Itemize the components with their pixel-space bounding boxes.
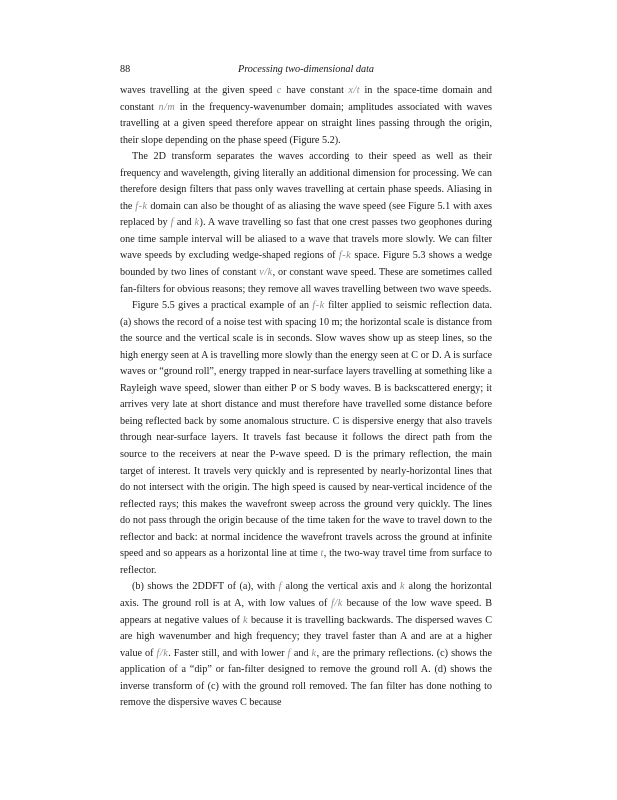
math-symbol: k	[311, 647, 317, 659]
text-run: ). A wave travelling so fast that one crest passes two geophones during one time sample interval will be aliased to a wave that travels more slowly. We can filter wave speeds by excluding wedge-shaped regions of	[120, 217, 493, 262]
math-symbol: f-k	[135, 200, 148, 212]
math-symbol: f	[170, 217, 174, 229]
text-run: domain can also be thought of as aliasing the wave speed (see Figure 5.1 with axes replaced by	[120, 200, 493, 229]
text-run: The 2D transform separates the waves according to their speed as well as their frequency and wavelength, giving literally an additional dimension for processing. We can therefore design filters that pass only waves travelling at certain phase speeds. Aliasing in the	[120, 151, 492, 212]
text-run: filter applied to seismic reflection data. (a) shows the record of a noise test with spacing 10 m; the horizontal scale is distance from the source and the vertical scale is in seconds. Slow waves show up as steep lines, so the high energy seen at A is travelling more slowly than the energy seen at C or D. A is surface waves or “ground roll”, energy trapped in near-surface layers travelling at something like a Rayleigh wave speed, slower than either P or S body waves. B is backscattered energy; it arrives very late at short distance and must therefore have travelled some distance before being reflected back by some anomalous structure. C is dispersive energy that also travels through near-surface layers. It travels fast because it follows the direct path from the source to the receivers at near the P-wave speed. D is the primary reflection, the main target of interest. It travels very quickly and is represented by nearly-horizontal lines that do not intersect with the origin. The high speed is caused by near-vertical incidence of the reflected rays; this makes the wavefront sweep across the ground very quickly. The lines do not pass through the origin because of the time taken for the wave to travel down to the reflector and back: at normal incidence the wavefront travels across the ground at infinite speed and so appears as a horizontal line at time	[120, 300, 492, 560]
text-run: (b) shows the 2DDFT of (a), with	[132, 581, 279, 593]
text-run: because it is travelling backwards. The dispersed waves C are high wavenumber and high frequency; they travel faster than A and are at a higher value of	[120, 614, 492, 659]
text-run: , the two-way travel time from surface to reflector.	[120, 548, 492, 576]
text-run: along the vertical axis and	[281, 581, 400, 593]
paragraph	[120, 298, 492, 579]
math-symbol: k	[194, 217, 200, 229]
text-run: . Faster still, and with lower	[168, 647, 288, 659]
math-symbol: f-k	[312, 300, 325, 312]
page-number: 88	[120, 64, 131, 75]
text-run: along the horizontal axis. The ground roll is at A, with low values of	[120, 581, 492, 609]
text-run: , are the primary reflections. (c) shows the application of a “dip” or fan-filter designed to remove the ground roll A. (d) shows the inverse transform of (c) with the ground roll removed. The fan filter has done nothing to remove the dispersive waves C because	[120, 647, 492, 709]
text-run: space. Figure 5.3 shows a wedge bounded by two lines of constant	[120, 250, 492, 279]
paragraph	[120, 83, 492, 149]
text-run: in the frequency-wavenumber domain; amplitudes associated with waves travelling at a given speed therefore appear on straight lines passing through the origin, their slope depending on the phase speed (Figure 5.2).	[120, 101, 492, 146]
math-symbol: c	[276, 85, 282, 96]
text-run: in the space-time domain and constant	[120, 85, 493, 113]
text-run: and	[290, 647, 312, 659]
page-header	[120, 63, 492, 77]
math-symbol: f	[278, 581, 282, 593]
math-symbol: n/m	[158, 101, 176, 113]
math-symbol: f-k	[338, 250, 352, 262]
math-symbol: t	[320, 548, 324, 560]
math-symbol: k	[399, 581, 405, 593]
math-symbol: x/t	[348, 85, 361, 96]
text-run: , or constant wave speed. These are sometimes called fan-filters for obvious reasons; they remove all waves travelling between two wave speeds.	[120, 267, 492, 295]
math-symbol: f	[287, 647, 291, 659]
math-symbol: f/k	[156, 647, 169, 659]
paragraph	[120, 579, 492, 711]
text-run: waves travelling at the given speed	[120, 85, 277, 96]
math-symbol: ν/k	[259, 267, 273, 279]
body-text	[120, 83, 492, 712]
math-symbol: k	[242, 614, 248, 626]
paragraph	[120, 149, 492, 298]
text-run: have constant	[281, 85, 349, 96]
math-symbol: f/k	[331, 597, 343, 609]
text-run: and	[173, 217, 195, 229]
text-run: Figure 5.5 gives a practical example of an	[132, 300, 313, 312]
text-run: because of the low wave speed. B appears at negative values of	[120, 597, 493, 626]
running-title: Processing two-dimensional data	[237, 64, 374, 75]
